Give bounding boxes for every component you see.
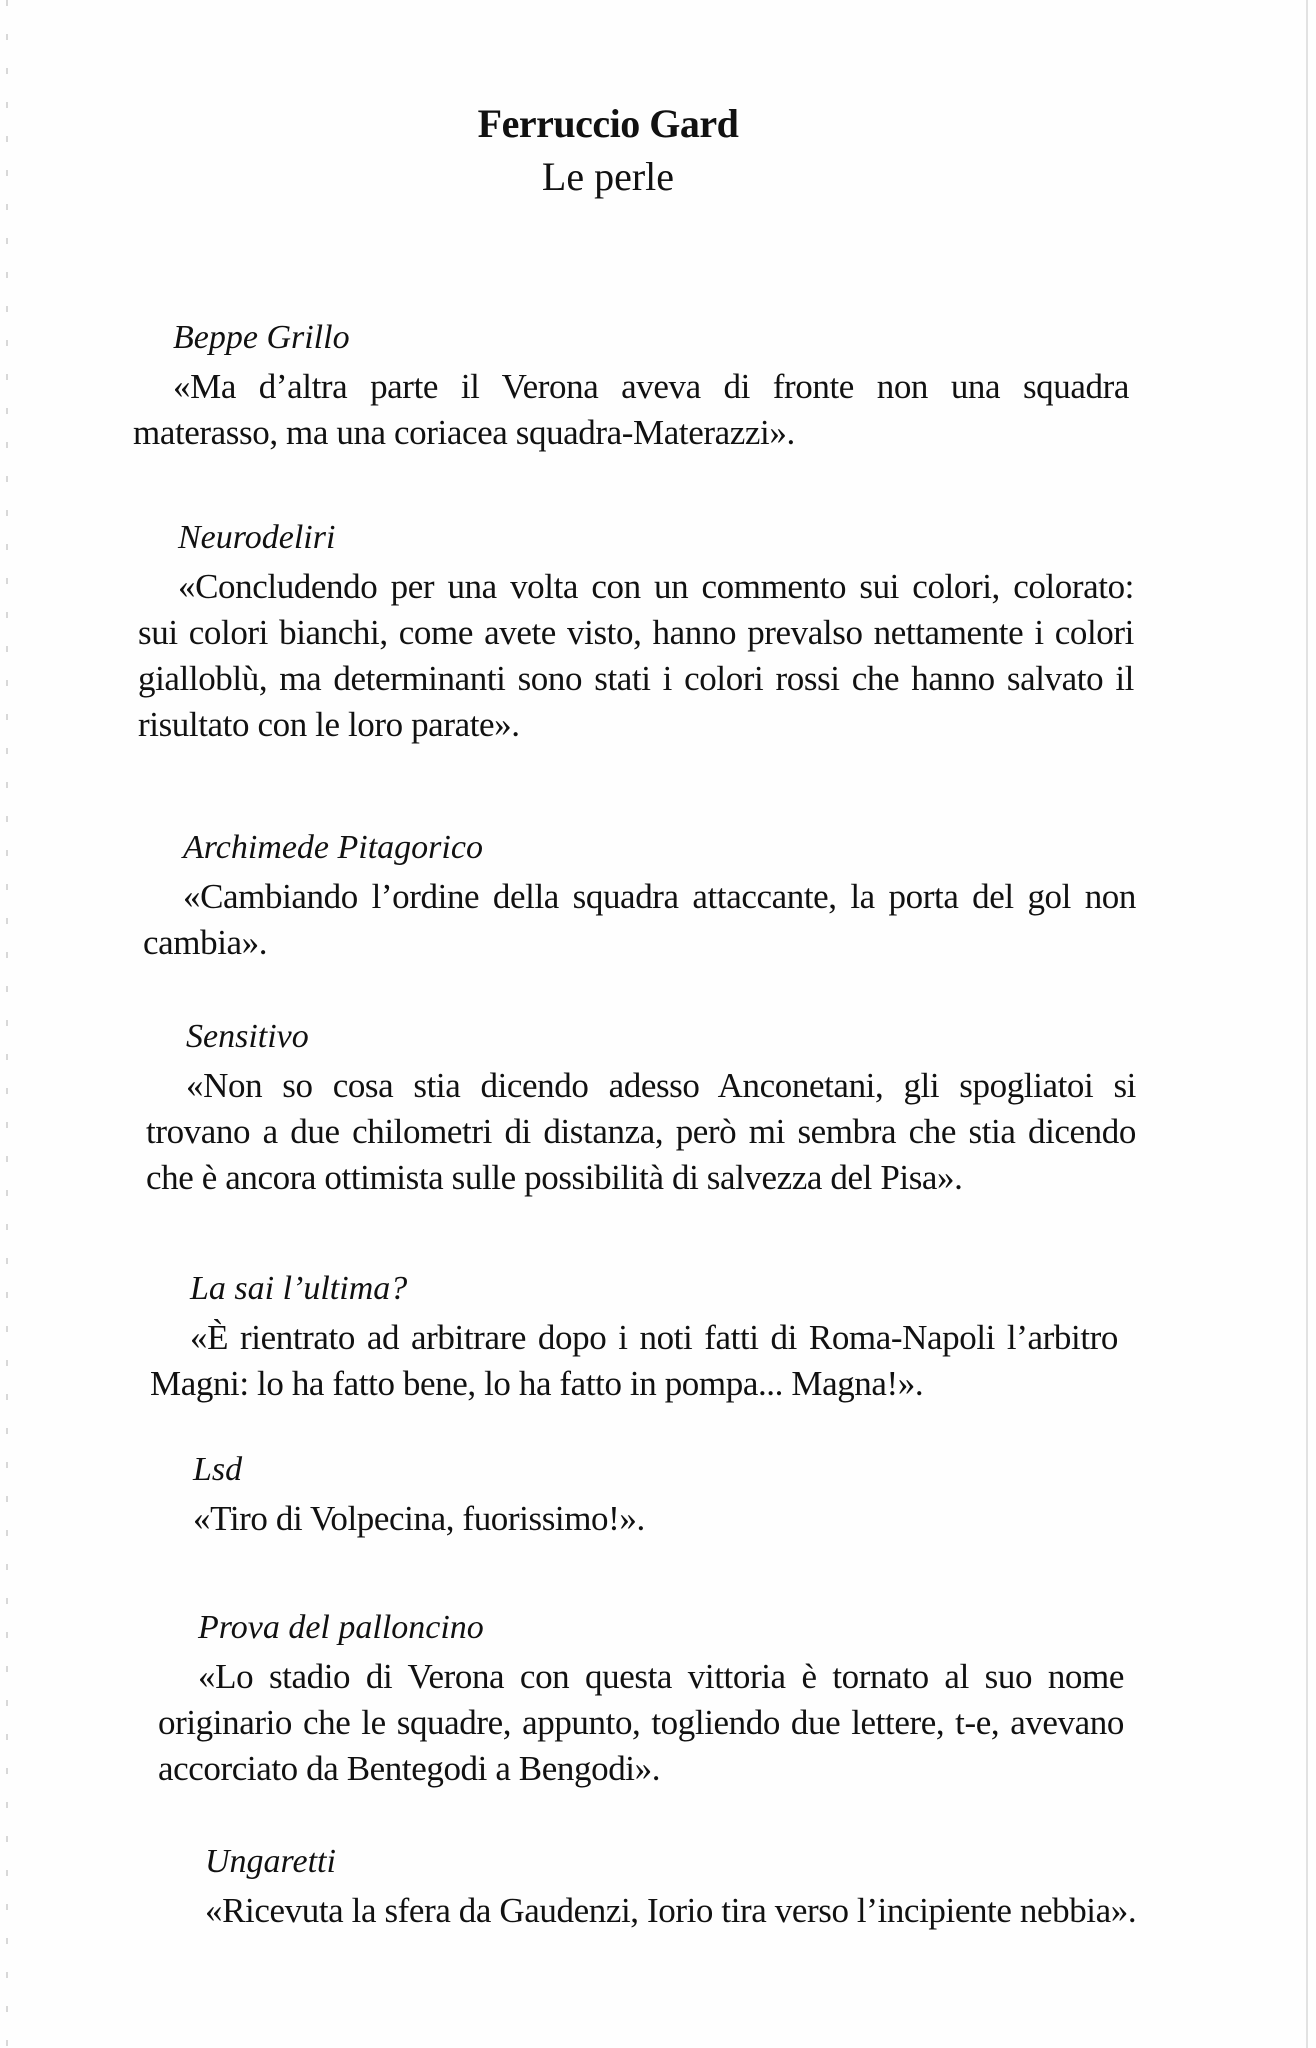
entry-quote: «Cambiando l’ordine della squadra attaccante, la porta del gol non cambia». — [143, 877, 1136, 962]
quote-entry — [165, 1840, 1140, 1934]
entry-quote: «Lo stadio di Verona con questa vittoria è tornato al suo nome originario che le squadre, appunto, togliendo due lettere, t-e, avevano accorciato da Bentegodi a Bengodi». — [158, 1657, 1124, 1788]
quote-entry — [143, 826, 1136, 966]
quote-entry — [146, 1015, 1136, 1201]
entry-title: Neurodeliri — [178, 519, 336, 556]
entry-title: Archimede Pitagorico — [183, 829, 483, 866]
quote-entry — [133, 316, 1129, 456]
entry-title: La sai l’ultima? — [190, 1270, 408, 1307]
author-name: Ferruccio Gard — [477, 101, 739, 146]
entry-quote: «Ricevuta la sfera da Gaudenzi, Iorio tira verso l’incipiente nebbia». — [205, 1891, 1137, 1930]
chapter-title: Le perle — [541, 154, 675, 199]
quote-entry — [153, 1448, 1113, 1542]
entry-quote: «Concludendo per una volta con un commento sui colori, colorato: sui colori bianchi, come avete visto, hanno prevalso nettamente i colori gialloblù, ma determinanti sono stati i colori rossi che hanno salvato il risultato con le loro parate». — [138, 567, 1134, 744]
entry-title: Lsd — [193, 1451, 243, 1488]
entry-quote: «Non so cosa stia dicendo adesso Anconetani, gli spogliatoi si trovano a due chilometri di distanza, però mi sembra che stia dicendo che è ancora ottimista sulle possibilità di salvezza del Pisa». — [146, 1066, 1136, 1197]
entry-title: Ungaretti — [205, 1843, 336, 1880]
entry-quote: «È rientrato ad arbitrare dopo i noti fatti di Roma-Napoli l’arbitro Magni: lo ha fatto bene, lo ha fatto in pompa... Magna!». — [150, 1318, 1118, 1403]
quote-entry — [150, 1267, 1118, 1407]
entry-quote: «Ma d’altra parte il Verona aveva di fronte non una squadra materasso, ma una coriacea squadra-Materazzi». — [133, 367, 1129, 452]
entry-title: Sensitivo — [186, 1018, 309, 1055]
entry-title: Prova del palloncino — [198, 1609, 484, 1646]
quote-entry — [158, 1606, 1124, 1792]
entry-title: Beppe Grillo — [173, 319, 350, 356]
quote-entry — [138, 516, 1134, 748]
entry-quote: «Tiro di Volpecina, fuorissimo!». — [193, 1499, 645, 1538]
